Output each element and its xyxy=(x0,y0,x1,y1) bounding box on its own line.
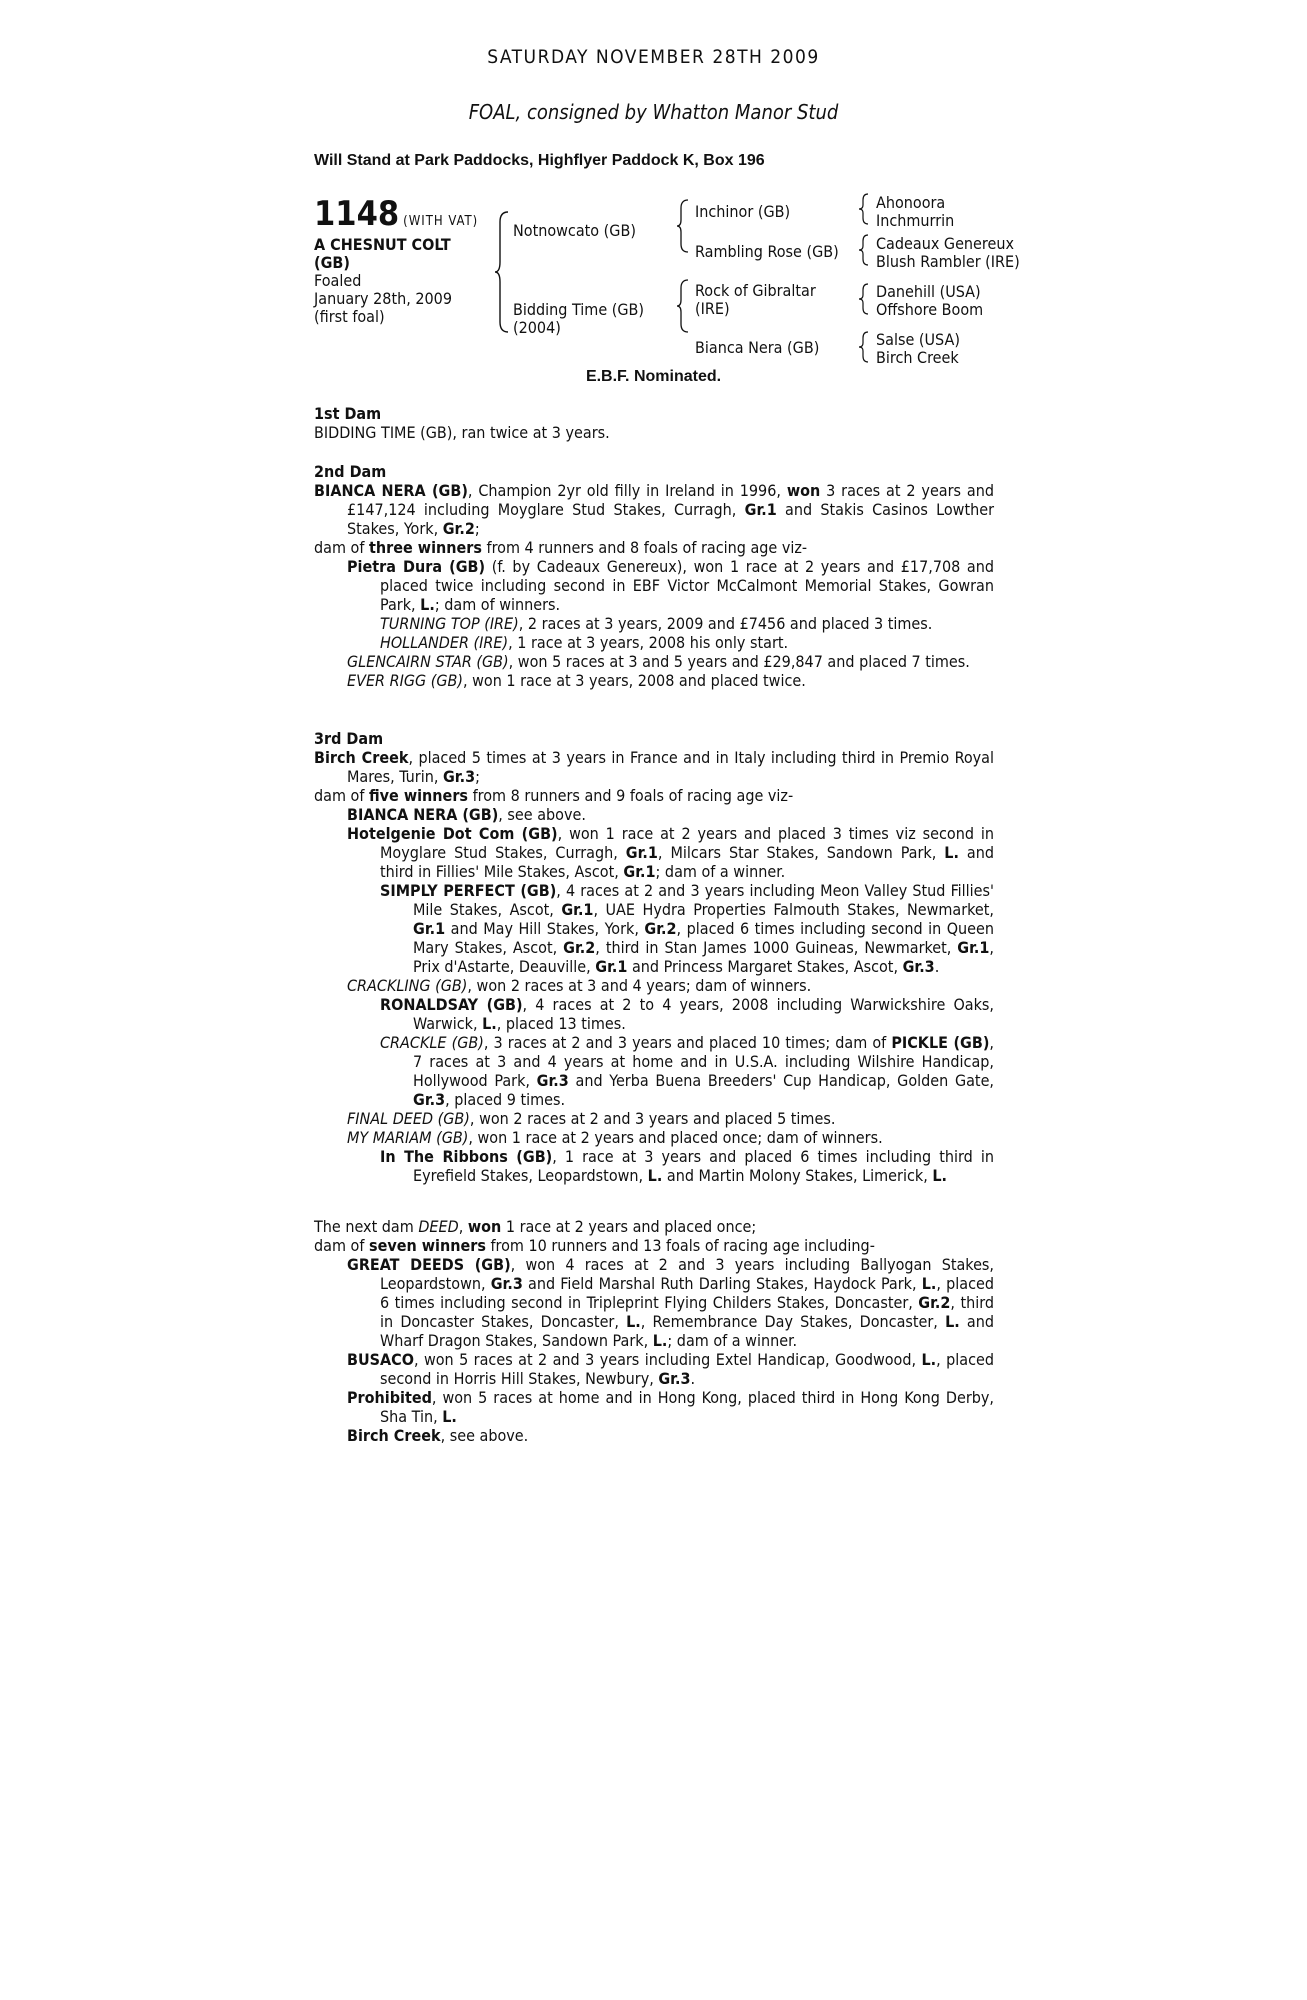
ddd-name: Birch Creek xyxy=(876,348,959,367)
sd-brace xyxy=(858,233,870,267)
sire-line-brace xyxy=(676,198,690,254)
third-dam-heading: 3rd Dam xyxy=(314,729,384,748)
dd-brace xyxy=(858,330,870,364)
dds-name: Salse (USA) xyxy=(876,330,960,349)
sss-name: Ahonoora xyxy=(876,193,946,212)
sire-dam-brace xyxy=(494,210,510,334)
produce-ronaldsay: RONALDSAY (GB), 4 races at 2 to 4 years, 2008 including Warwickshire Oaks, Warwick, L., placed 13 times. xyxy=(380,995,994,1033)
first-dam-text: BIDDING TIME (GB), ran twice at 3 years. xyxy=(314,423,610,442)
dam-line-brace xyxy=(676,278,690,334)
produce-hollander: HOLLANDER (IRE), 1 race at 3 years, 2008 his only start. xyxy=(380,633,789,652)
dam-name: Bidding Time (GB) xyxy=(513,300,645,319)
produce-great-deeds: GREAT DEEDS (GB), won 4 races at 2 and 3 years including Ballyogan Stakes, Leopardstown, Gr.3 and Field Marshal Ruth Darling Stakes, Haydock Park, L., placed 6 times including second in Tripleprint Flying Childers Stakes, Doncaster, Gr.2, third in Doncaster Stakes, Doncaster, L., Remembrance Day Stakes, Doncaster, L. and Wharf Dragon Stakes, Sandown Park, L.; dam of a winner. xyxy=(347,1255,995,1350)
dam-sire-name: Rock of Gibraltar xyxy=(695,281,816,300)
third-dam-produce-summary: dam of five winners from 8 runners and 9 foals of racing age viz- xyxy=(314,786,794,805)
next-dam-entry: The next dam DEED, won 1 race at 2 years and placed once; xyxy=(314,1217,757,1236)
produce-in-the-ribbons: In The Ribbons (GB), 1 race at 3 years and placed 6 times including third in Eyrefield Stakes, Leopardstown, L. and Martin Molony Stakes, Limerick, L. xyxy=(380,1147,994,1185)
produce-crackling: CRACKLING (GB), won 2 races at 3 and 4 years; dam of winners. xyxy=(347,976,812,995)
produce-final-deed: FINAL DEED (GB), won 2 races at 2 and 3 years and placed 5 times. xyxy=(347,1109,836,1128)
second-dam-produce-summary: dam of three winners from 4 runners and 8 foals of racing age viz- xyxy=(314,538,808,557)
third-dam-entry: Birch Creek, placed 5 times at 3 years in France and in Italy including third in Premio Royal Mares, Turin, Gr.3; xyxy=(314,748,994,786)
produce-prohibited: Prohibited, won 5 races at home and in Hong Kong, placed third in Hong Kong Derby, Sha Tin, L. xyxy=(347,1388,994,1426)
dam-dam-name: Bianca Nera (GB) xyxy=(695,338,820,357)
produce-pietra-dura: Pietra Dura (GB) (f. by Cadeaux Genereux), won 1 race at 2 years and £17,708 and placed twice including second in EBF Victor McCalmont Memorial Stakes, Gowran Park, L.; dam of winners. xyxy=(347,557,995,614)
first-dam-section xyxy=(314,404,994,442)
sdd-name: Blush Rambler (IRE) xyxy=(876,252,1020,271)
produce-hotelgenie: Hotelgenie Dot Com (GB), won 1 race at 2 years and placed 3 times viz second in Moyglare Stud Stakes, Curragh, Gr.1, Milcars Star Stakes, Sandown Park, L. and third in Fillies' Mile Stakes, Ascot, Gr.1; dam of a winner. xyxy=(347,824,995,881)
third-dam-section xyxy=(314,729,994,1185)
lot-description: A CHESNUT COLT xyxy=(314,235,451,254)
ebf-nominated: E.B.F. Nominated. xyxy=(585,368,722,385)
foaled-date: January 28th, 2009 xyxy=(314,289,452,308)
lot-description-country: (GB) xyxy=(314,253,350,272)
produce-crackle: CRACKLE (GB), 3 races at 2 and 3 years and placed 10 times; dam of PICKLE (GB), 7 races at 3 and 4 years at home and in U.S.A. including Wilshire Handicap, Hollywood Park, Gr.3 and Yerba Buena Breeders' Cup Handicap, Golden Gate, Gr.3, placed 9 times. xyxy=(380,1033,994,1109)
dam-sire-country: (IRE) xyxy=(695,299,730,318)
produce-my-mariam: MY MARIAM (GB), won 1 race at 2 years and placed once; dam of winners. xyxy=(347,1128,883,1147)
stand-location: Will Stand at Park Paddocks, Highflyer Paddock K, Box 196 xyxy=(314,152,765,169)
ssd-name: Inchmurrin xyxy=(876,211,955,230)
ss-brace xyxy=(858,192,870,226)
produce-simply-perfect: SIMPLY PERFECT (GB), 4 races at 2 and 3 years including Meon Valley Stud Fillies' Mile Stakes, Ascot, Gr.1, UAE Hydra Properties Falmouth Stakes, Newmarket, Gr.1 and May Hill Stakes, York, Gr.2, placed 6 times including second in Queen Mary Stakes, Ascot, Gr.2, third in Stan James 1000 Guineas, Newmarket, Gr.1, Prix d'Astarte, Deauville, Gr.1 and Princess Margaret Stakes, Ascot, Gr.3. xyxy=(380,881,995,976)
sire-name: Notnowcato (GB) xyxy=(513,221,636,240)
consignor-line: FOAL, consigned by Whatton Manor Stud xyxy=(468,100,839,124)
next-dam-section xyxy=(314,1217,994,1445)
sire-dam-name: Rambling Rose (GB) xyxy=(695,242,839,261)
next-dam-produce-summary: dam of seven winners from 10 runners and 13 foals of racing age including- xyxy=(314,1236,875,1255)
lot-number: 1148 xyxy=(314,194,400,234)
dsd-name: Offshore Boom xyxy=(876,300,984,319)
produce-birch-creek: Birch Creek, see above. xyxy=(347,1426,529,1445)
sale-date: SATURDAY NOVEMBER 28TH 2009 xyxy=(487,46,820,68)
lot-block xyxy=(314,196,494,326)
produce-busaco: BUSACO, won 5 races at 2 and 3 years including Extel Handicap, Goodwood, L., placed second in Horris Hill Stakes, Newbury, Gr.3. xyxy=(347,1350,995,1388)
sire-sire-name: Inchinor (GB) xyxy=(695,202,791,221)
sds-name: Cadeaux Genereux xyxy=(876,234,1014,253)
dss-name: Danehill (USA) xyxy=(876,282,981,301)
vat-note: (WITH VAT) xyxy=(403,214,479,229)
dam-year: (2004) xyxy=(513,318,561,337)
second-dam-heading: 2nd Dam xyxy=(314,462,387,481)
second-dam-section xyxy=(314,462,994,690)
produce-glencairn-star: GLENCAIRN STAR (GB), won 5 races at 3 and 5 years and £29,847 and placed 7 times. xyxy=(347,652,970,671)
produce-turning-top: TURNING TOP (IRE), 2 races at 3 years, 2009 and £7456 and placed 3 times. xyxy=(380,614,933,633)
ds-brace xyxy=(858,282,870,316)
foaled-label: Foaled xyxy=(314,271,362,290)
second-dam-entry: BIANCA NERA (GB), Champion 2yr old filly in Ireland in 1996, won 3 races at 2 years and £147,124 including Moyglare Stud Stakes, Curragh, Gr.1 and Stakis Casinos Lowther Stakes, York, Gr.2; xyxy=(314,481,995,538)
produce-ever-rigg: EVER RIGG (GB), won 1 race at 3 years, 2008 and placed twice. xyxy=(347,671,806,690)
produce-bianca-nera: BIANCA NERA (GB), see above. xyxy=(347,805,586,824)
first-dam-heading: 1st Dam xyxy=(314,404,382,423)
first-foal-note: (first foal) xyxy=(314,307,385,326)
